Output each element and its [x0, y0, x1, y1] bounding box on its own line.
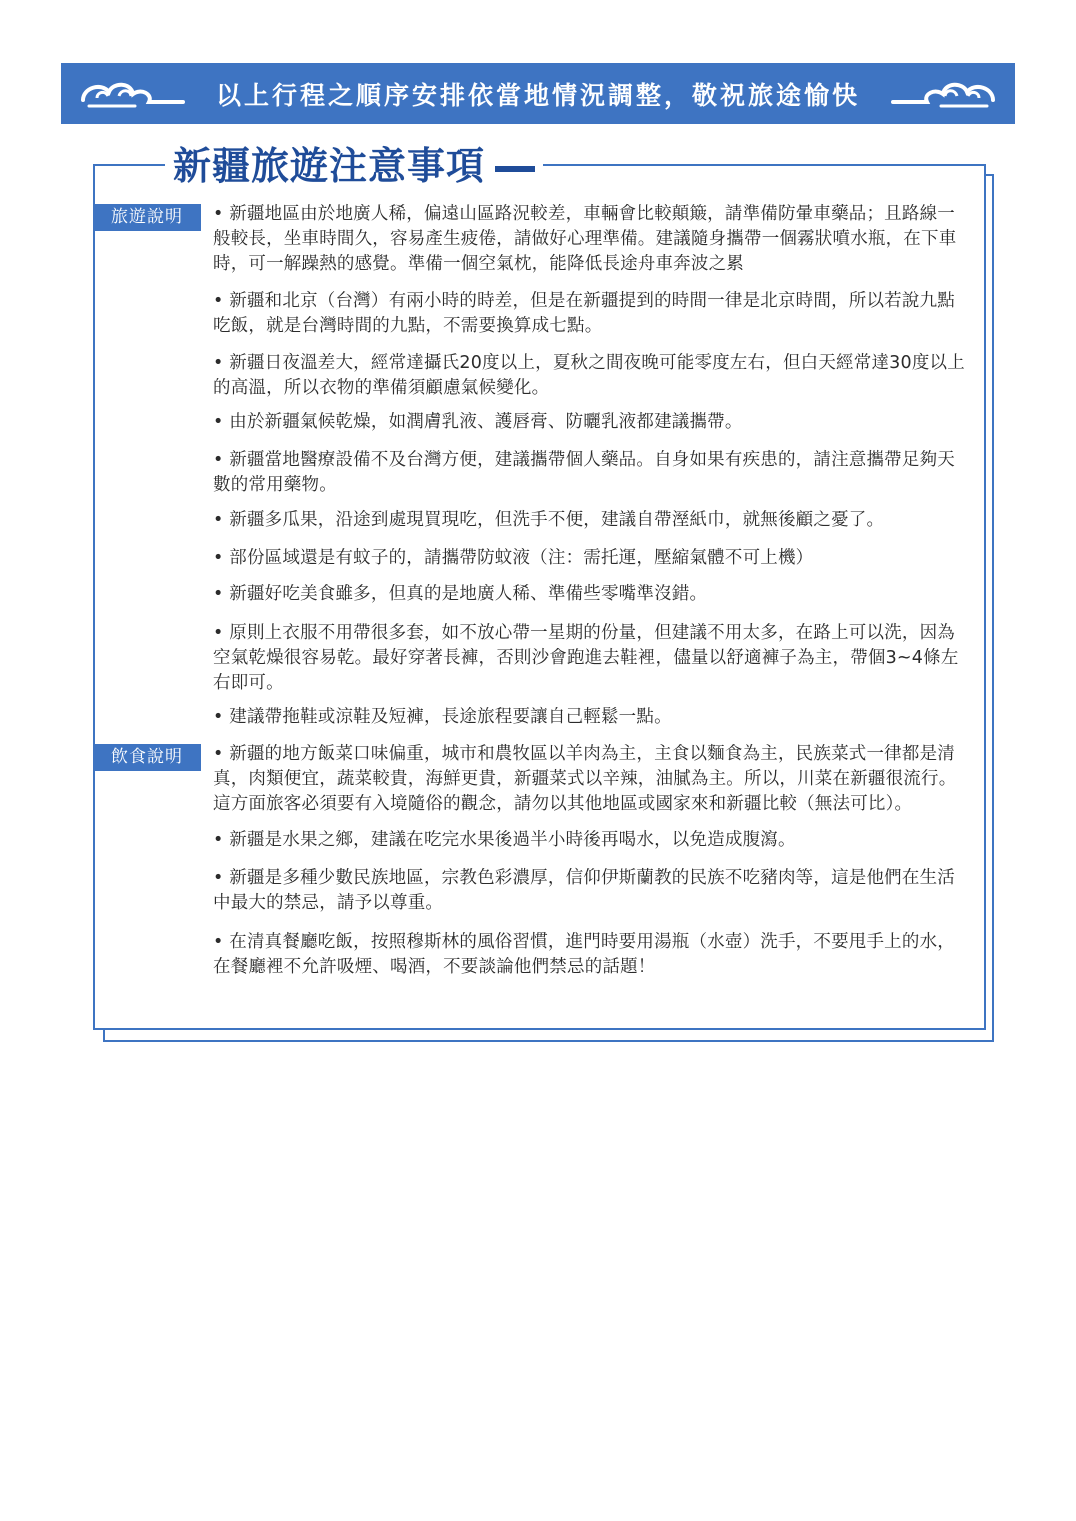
note-item: • 由於新疆氣候乾燥，如潤膚乳液、護唇膏、防曬乳液都建議攜帶。: [213, 412, 743, 432]
note-item: • 新疆日夜溫差大，經常達攝氏20度以上，夏秋之間夜晚可能零度左右，但白天經常達30度以上的高溫，所以衣物的準備須顧慮氣候變化。: [213, 353, 965, 398]
note-item: • 新疆和北京（台灣）有兩小時的時差，但是在新疆提到的時間一律是北京時間，所以若說九點吃飯，就是台灣時間的九點，不需要換算成七點。: [213, 291, 955, 336]
notes-list: [213, 202, 965, 980]
note-item: • 在清真餐廳吃飯，按照穆斯林的風俗習慣，進門時要用湯瓶（水壺）洗手，不要甩手上的水，在餐廳裡不允許吸煙、喝酒，不要談論他們禁忌的話題！: [213, 932, 955, 977]
section-tag-travel: 旅遊說明: [93, 204, 201, 231]
page-title: 新疆旅遊注意事項: [173, 143, 486, 188]
header-banner: [61, 63, 1015, 124]
note-item: • 部份區域還是有蚊子的，請攜帶防蚊液（注：需托運，壓縮氣體不可上機）: [213, 548, 814, 568]
title-underline: [495, 166, 535, 172]
note-item: • 新疆的地方飯菜口味偏重，城市和農牧區以羊肉為主，主食以麵食為主，民族菜式一律都是清真，肉類便宜，蔬菜較貴，海鮮更貴，新疆菜式以辛辣，油膩為主。所以，川菜在新疆很流行。這方面旅客必須要有入境隨俗的觀念，請勿以其他地區或國家來和新疆比較（無法可比）。: [213, 744, 957, 814]
note-item: • 新疆好吃美食雖多，但真的是地廣人稀、準備些零嘴準沒錯。: [213, 584, 708, 604]
note-item: • 建議帶拖鞋或涼鞋及短褲，長途旅程要讓自己輕鬆一點。: [213, 707, 672, 727]
cloud-ornament-icon: [891, 74, 1001, 114]
banner-text: 以上行程之順序安排依當地情況調整，敬祝旅途愉快: [215, 80, 860, 110]
note-item: • 原則上衣服不用帶很多套，如不放心帶一星期的份量，但建議不用太多，在路上可以洗，因為空氣乾燥很容易乾。最好穿著長褲，否則沙會跑進去鞋裡，儘量以舒適褲子為主，帶個3~4條左右即可。: [213, 623, 959, 693]
note-item: • 新疆是多種少數民族地區，宗教色彩濃厚，信仰伊斯蘭教的民族不吃豬肉等，這是他們在生活中最大的禁忌，請予以尊重。: [213, 868, 955, 913]
cloud-ornament-icon: [75, 74, 185, 114]
note-item: • 新疆多瓜果，沿途到處現買現吃，但洗手不便，建議自帶溼紙巾，就無後顧之憂了。: [213, 510, 885, 530]
note-item: • 新疆當地醫療設備不及台灣方便，建議攜帶個人藥品。自身如果有疾患的，請注意攜帶足夠天數的常用藥物。: [213, 450, 955, 495]
title-block: [165, 134, 543, 190]
note-item: • 新疆是水果之鄉，建議在吃完水果後過半小時後再喝水，以免造成腹瀉。: [213, 830, 796, 850]
note-item: • 新疆地區由於地廣人稀，偏遠山區路況較差，車輛會比較顛簸，請準備防暈車藥品；且路線一般較長，坐車時間久，容易產生疲倦，請做好心理準備。建議隨身攜帶一個霧狀噴水瓶，在下車時，可一解躁熱的感覺。準備一個空氣枕，能降低長途舟車奔波之累: [213, 204, 957, 274]
section-tag-dining: 飲食說明: [93, 744, 201, 771]
